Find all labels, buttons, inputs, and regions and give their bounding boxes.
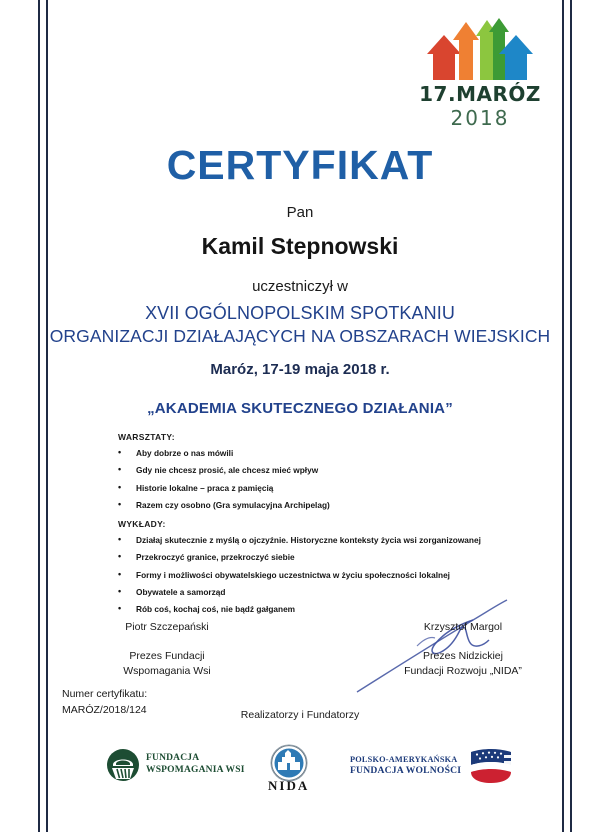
signature-name-right: Krzysztof Margol [423, 621, 503, 633]
signature-block-left [62, 620, 272, 680]
signature-role-right [358, 649, 568, 679]
certificate-number-label: Numer certyfikatu: [62, 688, 148, 700]
event-motto: „AKADEMIA SKUTECZNEGO DZIAŁANIA” [147, 400, 453, 417]
event-logo-year: 2018 [450, 106, 510, 130]
event-name [0, 302, 600, 347]
maroz-logo-icon [427, 18, 533, 80]
signature-role-left-line1: Prezes Fundacji [129, 650, 205, 663]
list-item: • Działaj skutecznie z myślą o ojczyźnie. Historyczne konteksty życia wsi zorganizowanej [118, 536, 538, 544]
signature-role-left [62, 649, 272, 679]
signature-role-right-line1: Prezes Nidzickiej [423, 650, 503, 663]
pafw-label [350, 754, 461, 778]
nida-seal-icon [270, 744, 308, 782]
signature-role-left-line2: Wspomagania Wsi [123, 665, 211, 678]
signature-role-right-line2: Fundacji Rozwoju „NIDA” [404, 665, 522, 678]
fundacja-wspomagania-wsi-icon [106, 748, 140, 782]
program-lectures [118, 519, 538, 622]
fundacja-wspomagania-wsi-label [146, 753, 245, 777]
list-item: • Przekroczyć granice, przekroczyć siebie [118, 553, 538, 561]
list-item: • Razem czy osobno (Gra symulacyjna Archipelag) [118, 501, 538, 509]
workshops-heading: WARSZTATY: [118, 432, 175, 442]
sponsor-fundacja-wspomagania-wsi [106, 748, 245, 782]
fws-line2: WSPOMAGANIA WSI [146, 765, 245, 775]
signature-name-left: Piotr Szczepański [125, 621, 209, 633]
fws-line1: FUNDACJA [146, 753, 200, 764]
event-place-date: Maróz, 17-19 maja 2018 r. [210, 361, 390, 378]
event-name-line2: ORGANIZACJI DZIAŁAJĄCYCH NA OBSZARACH WIEJSKICH [49, 326, 551, 347]
event-logo-wordmark: 17.MARÓZ [419, 82, 541, 106]
list-item: • Historie lokalne – praca z pamięcią [118, 484, 538, 492]
certificate-number-value: MARÓZ/2018/124 [62, 704, 147, 717]
program-workshops [118, 432, 538, 518]
list-item: • Formy i możliwości obywatelskiego uczestnictwa w życiu społeczności lokalnej [118, 571, 538, 579]
list-item: • Aby dobrze o nas mówili [118, 449, 538, 457]
salutation-text: Pan [286, 204, 314, 221]
sponsors-caption: Realizatorzy i Fundatorzy [240, 709, 360, 721]
list-item: • Obywatele a samorząd [118, 588, 538, 596]
pafw-flag-icon [469, 748, 513, 784]
participation-text: uczestniczył w [252, 278, 348, 295]
pafw-line1: POLSKO-AMERYKAŃSKA [350, 754, 458, 764]
workshops-list [118, 449, 538, 509]
event-name-line1: XVII OGÓLNOPOLSKIM SPOTKANIU [145, 303, 455, 323]
lectures-heading: WYKŁADY: [118, 519, 166, 529]
sponsor-nida [268, 744, 309, 794]
sponsor-logos [60, 744, 540, 796]
sponsor-polsko-amerykanska-fundacja-wolnosci [350, 748, 513, 784]
pafw-line2: FUNDACJA WOLNOŚCI [350, 765, 462, 777]
list-item: • Rób coś, kochaj coś, nie bądź gałganem [118, 605, 538, 613]
nida-label: NIDA [268, 778, 310, 793]
recipient-name: Kamil Stepnowski [201, 233, 399, 259]
page-title: CERTYFIKAT [166, 142, 434, 188]
event-logo [405, 18, 555, 130]
list-item: • Gdy nie chcesz prosić, ale chcesz mieć wpływ [118, 466, 538, 474]
signature-block-right [358, 620, 568, 680]
lectures-list [118, 536, 538, 613]
